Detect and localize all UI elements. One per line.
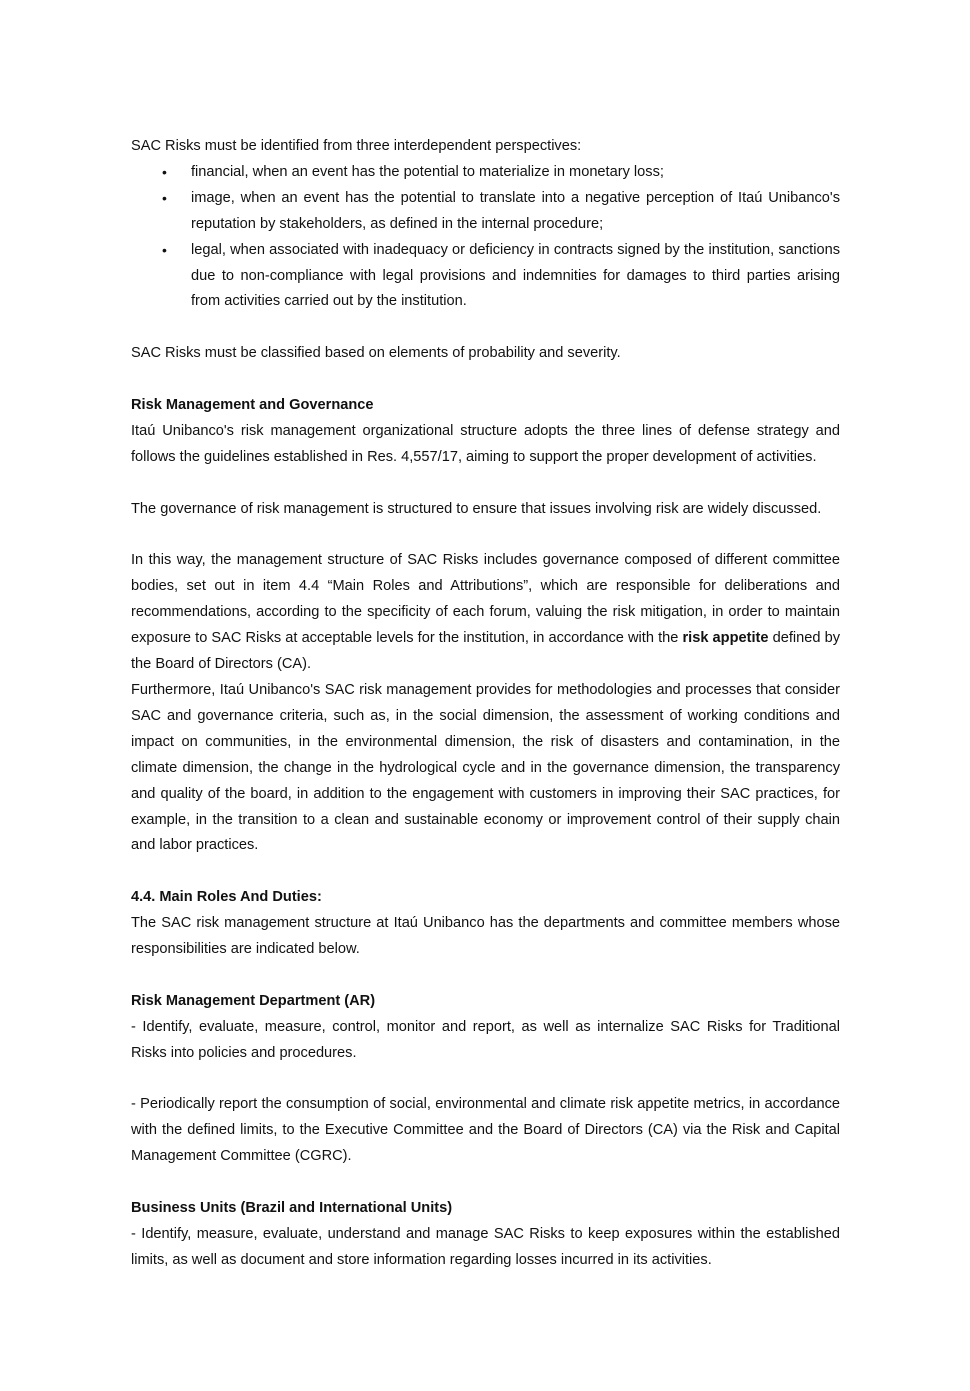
perspectives-list bbox=[131, 160, 840, 315]
section-heading-risk-department: Risk Management Department (AR) bbox=[131, 992, 376, 1009]
risk-governance-paragraph-1: Itaú Unibanco's risk management organizational structure adopts the three lines of defense strategy and follows the guidelines established in Res. 4,557/17, aiming to support the proper development of activities. bbox=[131, 422, 840, 465]
risk-department-item-2: - Periodically report the consumption of social, environmental and climate risk appetite metrics, in accordance with the defined limits, to the Executive Committee and the Board of Directors (CA) via the Risk and Capital Management Committee (CGRC). bbox=[131, 1096, 840, 1165]
classification-paragraph: SAC Risks must be classified based on elements of probability and severity. bbox=[131, 345, 621, 362]
list-item-text: legal, when associated with inadequacy or deficiency in contracts signed by the institution, sanctions due to non-compliance with legal provisions and indemnities for damages to third parties arising from activities carried out by the institution. bbox=[191, 241, 840, 310]
main-roles-paragraph: The SAC risk management structure at Itaú Unibanco has the departments and committee members whose responsibilities are indicated below. bbox=[131, 915, 840, 958]
list-item-text: image, when an event has the potential to translate into a negative perception of Itaú Unibanco's reputation by stakeholders, as defined in the internal procedure; bbox=[191, 189, 840, 232]
business-units-item-1: - Identify, measure, evaluate, understand and manage SAC Risks to keep exposures within the established limits, as well as document and store information regarding losses incurred in its activities. bbox=[131, 1225, 840, 1268]
section-heading-business-units: Business Units (Brazil and International Units) bbox=[131, 1200, 453, 1217]
risk-appetite-term: risk appetite bbox=[682, 630, 769, 647]
risk-governance-paragraph-4: Furthermore, Itaú Unibanco's SAC risk management provides for methodologies and processes that consider SAC and governance criteria, such as, in the social dimension, the assessment of working conditions and impact on communities, in the environmental dimension, the risk of disasters and contamination, in the climate dimension, the change in the hydrological cycle and in the governance dimension, the transparency and quality of the board, in addition to the engagement with customers in improving their SAC practices, for example, in the transition to a clean and sustainable economy or improvement control of their supply chain and labor practices. bbox=[131, 681, 840, 854]
paragraph-text-start: In this way, the management structure of SAC Risks includes governance composed of different committee bodies, set out in item 4.4 “Main Roles and Attributions”, which are responsible for deliberations and recommendations, according to the specificity of each forum, valuing the risk mitigation, in order to maintain exposure to SAC Risks at acceptable levels for the institution, in accordance with the bbox=[131, 552, 840, 647]
paragraph-text-end: defined by the Board of Directors (CA). bbox=[131, 630, 840, 673]
list-item-text: financial, when an event has the potential to materialize in monetary loss; bbox=[191, 163, 664, 180]
bullet-icon: • bbox=[162, 163, 167, 180]
bullet-icon: • bbox=[162, 189, 167, 206]
risk-governance-paragraph-2: The governance of risk management is structured to ensure that issues involving risk are widely discussed. bbox=[131, 500, 822, 517]
risk-department-item-1: - Identify, evaluate, measure, control, monitor and report, as well as internalize SAC Risks for Traditional Risks into policies and procedures. bbox=[131, 1018, 840, 1061]
document-page bbox=[131, 134, 840, 1274]
section-heading-risk-governance: Risk Management and Governance bbox=[131, 397, 374, 414]
list-item bbox=[162, 160, 840, 186]
section-heading-main-roles: 4.4. Main Roles And Duties: bbox=[131, 889, 322, 906]
bullet-icon: • bbox=[162, 241, 167, 258]
risk-governance-paragraph-3 bbox=[131, 548, 840, 678]
list-item bbox=[162, 238, 840, 316]
intro-paragraph: SAC Risks must be identified from three interdependent perspectives: bbox=[131, 138, 582, 154]
list-item bbox=[162, 186, 840, 238]
